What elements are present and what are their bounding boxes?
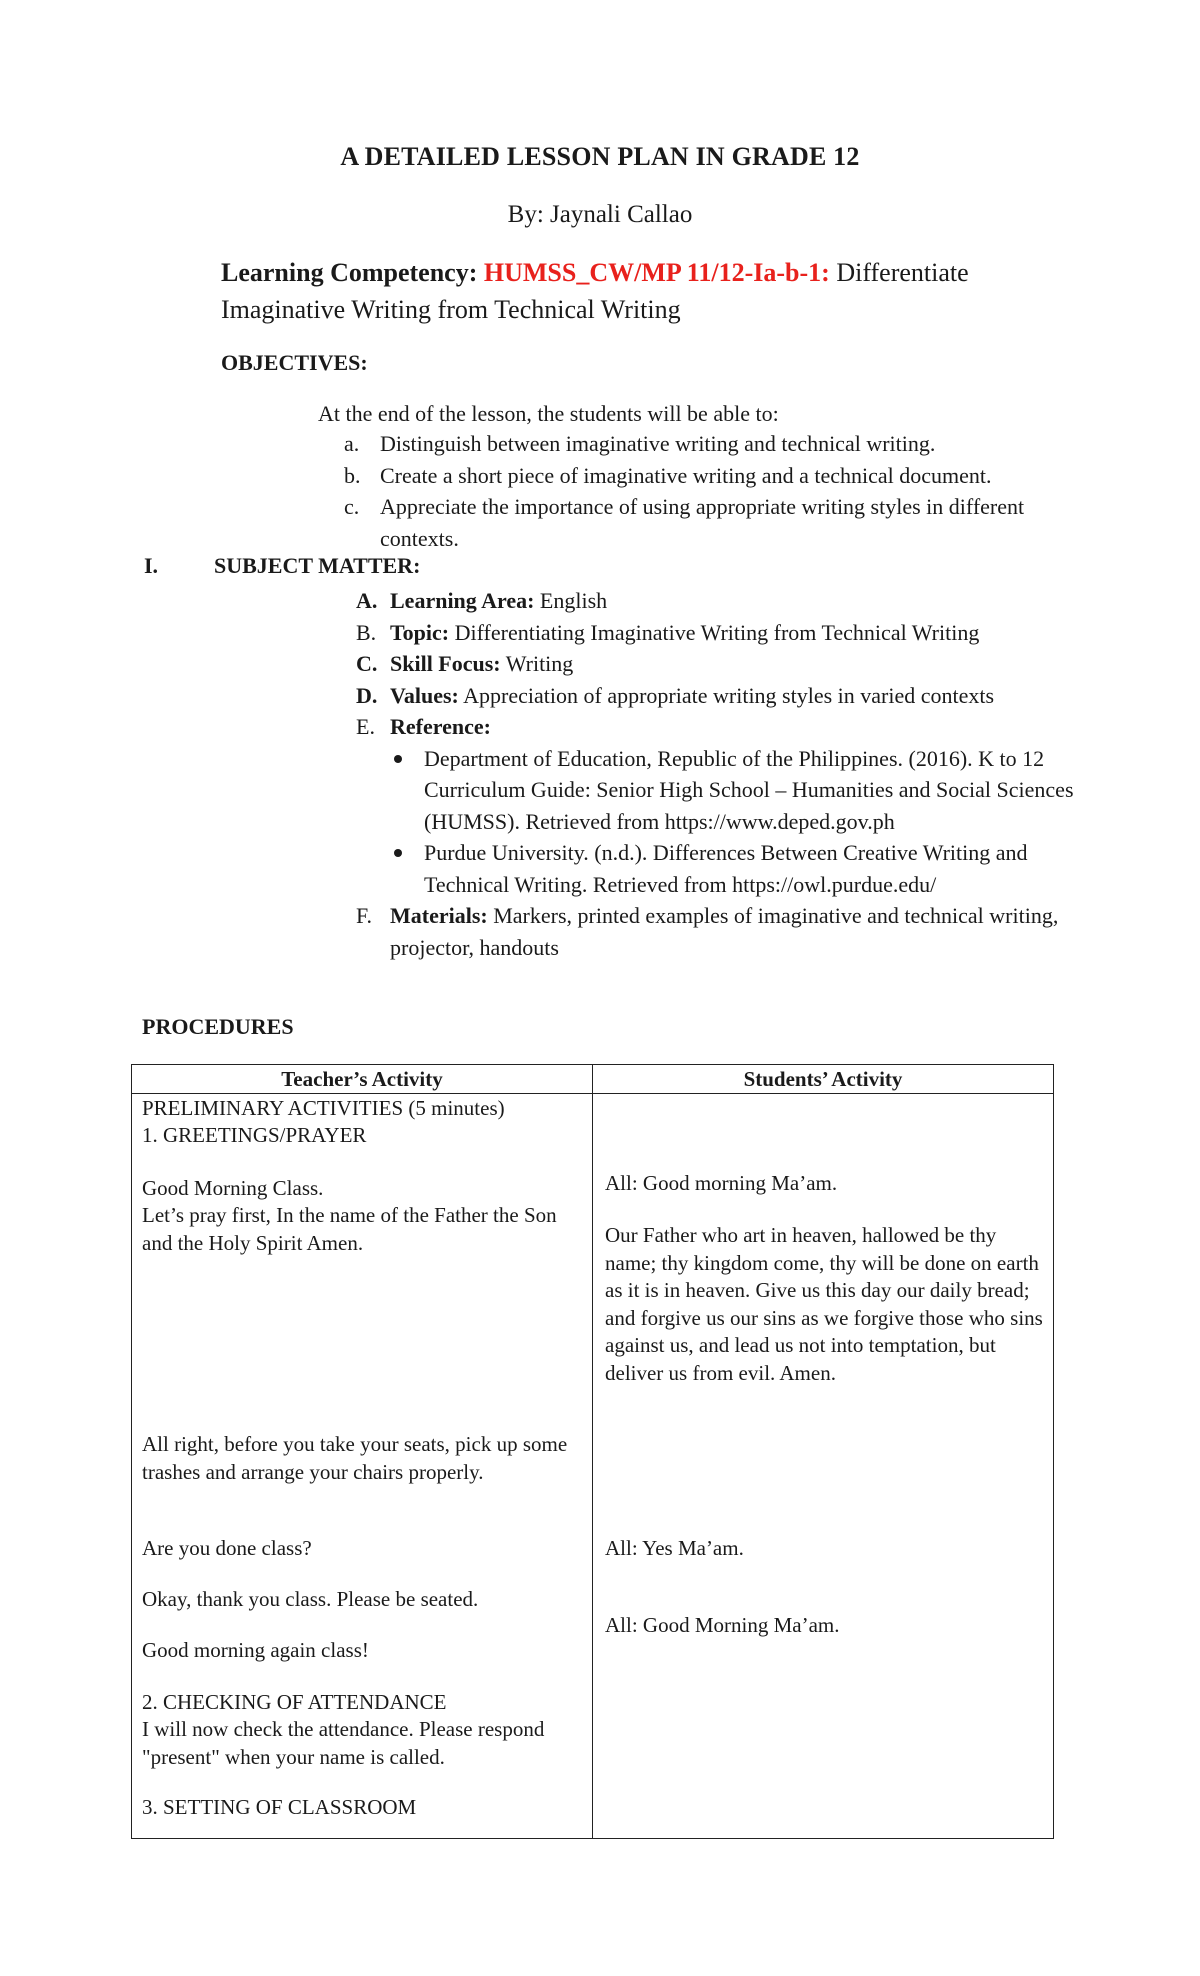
subject-key: Reference:	[390, 714, 491, 739]
subject-value: Markers, printed examples of imaginative and technical writing, projector, handouts	[390, 903, 1059, 960]
subject-key: Materials:	[390, 903, 488, 928]
objective-marker: b.	[344, 462, 361, 488]
competency-code: HUMSS_CW/MP 11/12-Ia-b-1:	[483, 258, 830, 287]
subject-item-learning-area	[356, 585, 1076, 617]
learning-competency	[221, 254, 1081, 328]
subject-marker: F.	[356, 903, 372, 928]
students-prayer: Our Father who art in heaven, hallowed be thy name; thy kingdom come, thy will be done on earth as it is in heaven. Give us this day our daily bread; and forgive us our sins as we forgive those who sins against us, and lead us not into temptation, but deliver us from evil. Amen.	[605, 1223, 1043, 1385]
objectives-list	[344, 428, 1084, 554]
reference-item	[390, 743, 1076, 838]
subject-item-values	[356, 680, 1076, 712]
procedures-heading: PROCEDURES	[142, 1014, 294, 1039]
objective-marker: a.	[344, 431, 360, 456]
column-divider	[592, 1065, 593, 1838]
reference-list	[390, 743, 1076, 901]
author-line: By: Jaynali Callao	[507, 201, 693, 228]
objective-item	[344, 460, 1084, 492]
competency-text-line1: Differentiate	[836, 258, 969, 287]
document-title: A DETAILED LESSON PLAN IN GRADE 12	[340, 142, 860, 171]
subject-key: Values:	[390, 682, 459, 708]
objective-item	[344, 428, 1084, 460]
section-title: SUBJECT MATTER:	[214, 553, 421, 578]
objective-text: Create a short piece of imaginative writing and a technical document.	[380, 462, 992, 488]
subject-matter-heading	[144, 553, 420, 579]
objectives-heading: OBJECTIVES:	[221, 350, 368, 375]
students-yes: All: Yes Ma’am.	[605, 1536, 744, 1560]
teacher-done: Are you done class?	[142, 1536, 312, 1560]
subject-key: Topic:	[390, 619, 450, 645]
teacher-pray: Let’s pray first, In the name of the Father the Son and the Holy Spirit Amen.	[142, 1203, 557, 1255]
objective-item	[344, 491, 1084, 554]
subject-value: Appreciation of appropriate writing styles in varied contexts	[458, 682, 995, 708]
subject-marker: D.	[356, 682, 378, 708]
subject-value: Differentiating Imaginative Writing from Technical Writing	[449, 619, 980, 645]
procedures-table	[131, 1064, 1054, 1839]
teacher-thanks: Okay, thank you class. Please be seated.	[142, 1587, 479, 1611]
subject-marker: B.	[356, 619, 377, 645]
subject-value: Writing	[500, 651, 574, 676]
reference-item	[390, 837, 1076, 900]
competency-text-line2: Imaginative Writing from Technical Writing	[221, 295, 681, 324]
subject-marker: A.	[356, 588, 378, 613]
objective-text: Appreciate the importance of using appropriate writing styles in different contexts.	[380, 494, 1025, 551]
subject-item-reference	[356, 711, 1076, 900]
setting-classroom-heading: 3. SETTING OF CLASSROOM	[142, 1795, 417, 1819]
objective-marker: c.	[344, 494, 360, 519]
objective-text: Distinguish between imaginative writing and technical writing.	[380, 431, 936, 456]
reference-text: Department of Education, Republic of the Philippines. (2016). K to 12 Curriculum Guide: Senior High School – Humanities and Social Sciences (HUMSS). Retrieved from https://www.deped.gov.ph	[424, 745, 1074, 834]
header-divider	[132, 1093, 1053, 1094]
bullet-icon	[394, 755, 402, 763]
subject-matter-list	[356, 585, 1076, 963]
teacher-greeting: Good Morning Class.	[142, 1176, 324, 1200]
bullet-icon	[394, 849, 402, 857]
subject-marker: C.	[356, 651, 378, 676]
teacher-seats: All right, before you take your seats, pick up some trashes and arrange your chairs properly.	[142, 1432, 568, 1484]
reference-text: Purdue University. (n.d.). Differences Between Creative Writing and Technical Writing. Retrieved from https://owl.purdue.edu/	[424, 840, 1028, 897]
subject-value: English	[534, 588, 608, 613]
preliminary-activities-heading: PRELIMINARY ACTIVITIES (5 minutes)	[142, 1096, 505, 1120]
objectives-intro: At the end of the lesson, the students will be able to:	[318, 401, 779, 426]
subject-marker: E.	[356, 714, 375, 739]
competency-label: Learning Competency:	[221, 258, 478, 287]
subject-item-topic	[356, 617, 1076, 649]
teacher-attendance: I will now check the attendance. Please respond "present" when your name is called.	[142, 1717, 545, 1769]
teacher-activity-header: Teacher’s Activity	[281, 1067, 443, 1091]
students-activity-header: Students’ Activity	[743, 1067, 903, 1091]
teacher-again: Good morning again class!	[142, 1638, 369, 1662]
section-number: I.	[144, 553, 159, 578]
students-morning: All: Good Morning Ma’am.	[605, 1613, 840, 1637]
students-greeting: All: Good morning Ma’am.	[605, 1171, 838, 1195]
subject-key: Skill Focus:	[390, 651, 501, 676]
greetings-prayer-heading: 1. GREETINGS/PRAYER	[142, 1123, 367, 1147]
subject-key: Learning Area:	[390, 588, 535, 613]
subject-item-skill-focus	[356, 648, 1076, 680]
checking-attendance-heading: 2. CHECKING OF ATTENDANCE	[142, 1690, 447, 1714]
subject-item-materials	[356, 900, 1076, 963]
